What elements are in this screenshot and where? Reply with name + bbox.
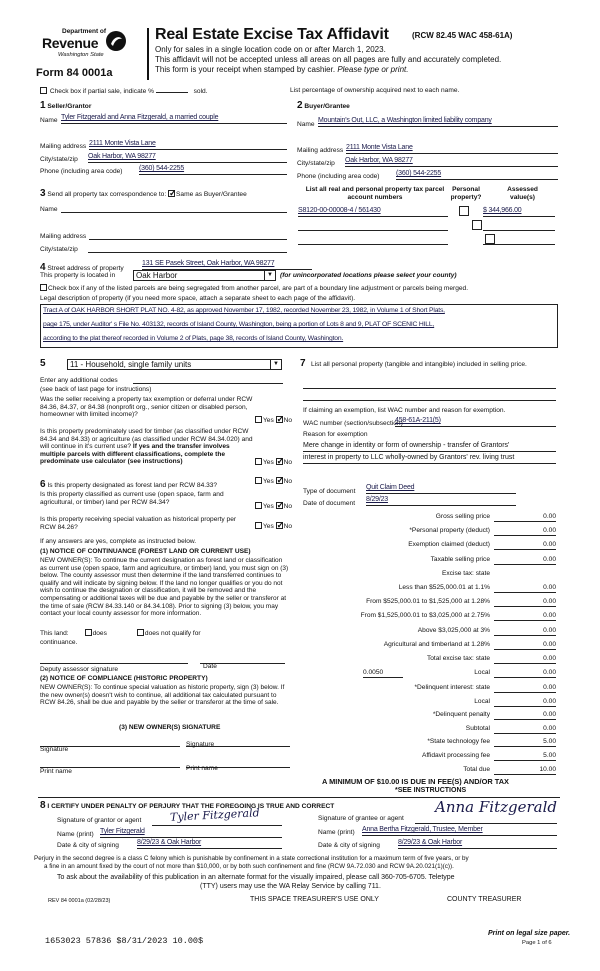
calc2-value-field[interactable]	[494, 752, 556, 761]
calc-value-field[interactable]	[494, 598, 556, 607]
calc-value-field[interactable]	[494, 527, 556, 536]
calc-value: 0.00	[543, 513, 556, 520]
sec6-q2: Is this property classified as current use (open space, farm and agricultural, or timber) land per RCW 84.34?	[40, 491, 224, 506]
reason-line-1: Mere change in identity or form of ownership - transfer of Grantors'	[303, 442, 510, 449]
availability-line-1: To ask about the availability of this publication in an alternate format for the visually impaired, please call 360-705-6705. Teletype	[57, 874, 455, 881]
dept-revenue: Revenue	[42, 35, 99, 51]
use-code-select[interactable]	[67, 359, 282, 370]
parcels-col3: Assessed value(s)	[507, 186, 538, 201]
calc-value-field[interactable]	[494, 627, 556, 636]
seller-heading	[40, 100, 91, 112]
does-not-label: does not qualify for	[144, 630, 201, 637]
sec5-number	[40, 358, 46, 370]
seller-city-label: City/state/zip	[40, 156, 78, 163]
rev-number: REV 84 0001a (02/28/23)	[48, 898, 111, 904]
calc-value: 0.00	[543, 527, 556, 535]
calc-label: Taxable selling price	[430, 555, 490, 563]
header-line3	[155, 65, 408, 75]
buyer-city-value: Oak Harbor, WA 98277	[345, 157, 413, 164]
calc2-value-field[interactable]	[494, 711, 556, 720]
legal-desc-label: Legal description of property (if you need more space, attach a separate sheet to each page of the affidavit).	[40, 295, 356, 302]
calc2-label: Affidavit processing fee	[421, 752, 490, 759]
grantor-print-value: Tyler Fitzgerald	[100, 828, 145, 835]
sec5-q2-text: Is this property predominately used for timber (as classified under RCW 84.34 and 84.33) or agriculture (as classified under RCW 84.34.020) and will continue in it's current use?	[40, 428, 253, 451]
additional-codes-field[interactable]	[133, 374, 283, 384]
buyer-city-label: City/state/zip	[297, 160, 335, 167]
notice2-title: (2) NOTICE OF COMPLIANCE (HISTORIC PROPERTY)	[40, 675, 208, 682]
page-number: Page 1 of 6	[522, 940, 552, 946]
q2-no-checkbox[interactable]	[276, 458, 283, 465]
buyer-city-field[interactable]	[345, 157, 558, 167]
does-label: does	[92, 630, 107, 637]
sec3-mail-field[interactable]	[89, 230, 287, 240]
personal-property-field-2[interactable]	[303, 391, 556, 401]
calc2-row	[303, 766, 556, 776]
sec7-number	[300, 358, 306, 370]
grantee-print-value: Anna Bertha Fitzgerald, Trustee, Member	[362, 826, 483, 833]
minimum-due: A MINIMUM OF $10.00 IS DUE IN FEE(S) AND/OR TAX	[322, 777, 509, 786]
calc2-label: Total due	[463, 765, 490, 773]
calc2-value: 0.00	[543, 697, 556, 705]
sec6-q1	[40, 479, 217, 491]
section-5-number: 5	[40, 358, 46, 369]
calc-row	[303, 584, 556, 594]
seller-heading-label: Seller/Grantor	[47, 103, 92, 110]
calc2-row	[303, 738, 556, 748]
grantor-date-label: Date & city of signing	[57, 842, 119, 849]
calc2-value: 0.00	[543, 711, 556, 719]
additional-codes-label: Enter any additional codes	[40, 377, 118, 384]
calc-label: Total excise tax: state	[426, 655, 490, 662]
calc-value-field[interactable]	[494, 584, 556, 593]
notice1-title: (1) NOTICE OF CONTINUANCE (FOREST LAND OR CURRENT USE)	[40, 548, 251, 555]
q1-no-label: No	[283, 417, 293, 424]
calc2-label: *Delinquent penalty	[432, 711, 490, 719]
calc2-row	[303, 752, 556, 762]
grantee-sig-label: Signature of grantee or agent	[318, 815, 404, 822]
grantee-print-label: Name (print)	[318, 829, 355, 836]
wac-label: WAC number (section/subsection)	[303, 420, 403, 427]
street-field[interactable]	[142, 260, 312, 270]
segregate-label: Check box if any of the listed parcels are being segregated from another parcel, are part of a boundary line adjustment or parcels being merged.	[48, 285, 469, 292]
section-2-number: 2	[297, 100, 303, 111]
seller-name-label: Name	[40, 117, 58, 124]
same-as-buyer-checkbox[interactable]	[168, 190, 175, 197]
calc2-label: Subtotal	[465, 724, 490, 732]
calc2-value-field[interactable]	[494, 766, 556, 775]
seller-mail-value: 2111 Monte Vista Lane	[89, 140, 156, 147]
calc-label: Above $3,025,000 at 3%	[417, 626, 490, 634]
sec3-name-label: Name	[40, 206, 58, 213]
form-citation: (RCW 82.45 WAC 458-61A)	[412, 31, 513, 40]
sec3-heading	[40, 188, 247, 200]
local-rate-value: 0.0050	[363, 669, 384, 676]
grantee-date-field[interactable]	[398, 839, 557, 849]
calc2-label: *State technology fee	[427, 738, 490, 746]
forest-yes-label: Yes	[263, 478, 274, 485]
calc-value: 0.00	[543, 584, 556, 591]
located-label: This property is located in	[40, 272, 116, 279]
buyer-phone-value: (360) 544-2255	[396, 170, 442, 177]
calc-label: Excise tax: state	[441, 569, 490, 577]
historic-yes-checkbox[interactable]	[255, 522, 262, 529]
availability-line-2: (TTY) users may use the WA Relay Service by calling 711.	[200, 883, 381, 890]
county-treasurer: COUNTY TREASURER	[447, 896, 522, 903]
exempt-note: If claiming an exemption, list WAC number and reason for exemption.	[303, 407, 506, 414]
sec6-q3: Is this property receiving special valuation as historical property per RCW 84.26?	[40, 516, 237, 531]
segregate-checkbox[interactable]	[40, 284, 47, 291]
reason-field-2[interactable]	[303, 454, 556, 464]
legal-description-field[interactable]	[40, 304, 558, 348]
owner-print-1-label: Print name	[40, 768, 72, 775]
header-divider	[147, 28, 149, 80]
use-code-value: 11 - Household, single family units	[70, 360, 192, 369]
location-select-value: Oak Harbor	[136, 271, 178, 280]
doc-type-value: Quit Claim Deed	[366, 484, 415, 491]
doc-date-field[interactable]	[366, 496, 516, 506]
owner-signature-2-label: Signature	[186, 741, 215, 748]
does-not-qualify-checkbox[interactable]	[137, 629, 144, 636]
local-label: Local	[474, 669, 490, 676]
buyer-phone-field[interactable]	[396, 170, 558, 180]
q2-yes-label: Yes	[263, 459, 274, 466]
doc-date-label: Date of document	[303, 500, 356, 507]
deputy-date-label: Date	[203, 663, 217, 670]
form-title: Real Estate Excise Tax Affidavit	[155, 26, 389, 43]
owner-signature-1-label: Signature	[40, 746, 69, 753]
calc2-value: 10.00	[539, 765, 556, 773]
deputy-signature-label: Deputy assessor signature	[40, 666, 119, 673]
sec5-q1-answers	[255, 416, 292, 425]
sec5-q2b-text: If yes and the transfer involves multiple parcels with different classifications, complete the predominate use calculator (see instructions)	[40, 443, 230, 466]
perjury-line-1: Perjury in the second degree is a class C felony which is punishable by confinement in a state correctional institution for a maximum term of five years, or by	[34, 855, 469, 862]
wac-value: 458-61A-211(5)	[395, 417, 441, 424]
calc2-row	[303, 684, 556, 694]
parcel-number-1[interactable]	[298, 207, 448, 217]
this-land-row	[40, 629, 201, 638]
section-8-number: 8	[40, 800, 46, 811]
calc2-value-field[interactable]	[494, 684, 556, 693]
legal-line-2: page 175, under Auditor' s File No. 403132, records of Island County, Washington, being a portion of Lots 8 and 9, PLAT OF SCENIC HILL,	[43, 321, 435, 329]
segregate-row	[40, 284, 468, 293]
section-4-number: 4	[40, 262, 46, 273]
local-rate-field[interactable]	[363, 669, 403, 678]
seller-mail-field[interactable]	[89, 140, 287, 150]
calc-label: From $525,000.01 to $1,525,000 at 1.28%	[366, 598, 490, 606]
sec6-q1-text: Is this property designated as forest land per RCW 84.33?	[47, 482, 218, 489]
calc-value-field[interactable]	[494, 641, 556, 650]
partial-percent-field[interactable]	[156, 92, 188, 93]
parcel-number-3[interactable]	[298, 235, 448, 245]
calc2-row	[303, 725, 556, 735]
calc-value: 0.00	[543, 612, 556, 620]
calc-row	[303, 570, 556, 580]
partial-sale-label: Check box if partial sale, indicate %	[49, 88, 154, 95]
partial-sale-checkbox[interactable]	[40, 87, 47, 94]
calc-value: 0.00	[543, 655, 556, 662]
sec3-name-field[interactable]	[61, 203, 287, 213]
personal-property-checkbox-1[interactable]	[459, 206, 469, 216]
seller-name-field[interactable]	[61, 114, 287, 124]
buyer-mail-value: 2111 Monte Vista Lane	[346, 144, 413, 151]
street-value: 131 SE Pasek Street, Oak Harbor, WA 98277	[142, 260, 275, 267]
seller-city-field[interactable]	[88, 153, 287, 163]
sec6-answer-note: If any answers are yes, complete as instructed below.	[40, 538, 197, 545]
calc-label: From $1,525,000.01 to $3,025,000 at 2.75%	[360, 612, 490, 620]
grantor-print-label: Name (print)	[57, 831, 94, 838]
reason-line-2: interest in property to LLC wholly-owned by Grantors' rev. living trust	[303, 454, 515, 461]
historic-no-checkbox[interactable]	[276, 522, 283, 529]
parcels-col1: List all real and personal property tax parcel account numbers	[305, 186, 445, 201]
additional-codes-see: (see back of last page for instructions)	[40, 386, 152, 393]
sec3-mail-label: Mailing address	[40, 233, 87, 240]
assessed-value-2[interactable]	[483, 221, 555, 231]
q2-no-label: No	[283, 459, 293, 466]
continuance-label: continuance.	[40, 639, 78, 646]
buyer-mail-label: Mailing address	[297, 147, 344, 154]
street-label: Street address of property	[47, 265, 124, 272]
forest-yes-checkbox[interactable]	[255, 477, 262, 484]
calc-row	[303, 641, 556, 651]
calc2-value-field[interactable]	[494, 698, 556, 707]
sec6-q3-answers	[255, 522, 292, 531]
list-percentage-note: List percentage of ownership acquired next to each name.	[290, 87, 460, 94]
calc-value: 0.00	[543, 598, 556, 606]
calc2-label: *Delinquent interest: state	[414, 684, 490, 691]
forest-no-label: No	[283, 478, 293, 485]
q1-yes-label: Yes	[263, 417, 274, 424]
treasurer-space: THIS SPACE TREASURER'S USE ONLY	[250, 896, 379, 903]
legal-line-1: Tract A of OAK HARBOR SHORT PLAT NO. 4-82, as approved November 17, 1982, recorded November 23, 1982, in Volume 1 of Short Plats,	[43, 307, 445, 314]
owner-print-2-label: Print name	[186, 765, 218, 772]
legal-line-3: according to the plat thereof recorded in Volume 2 of Plats, page 38, records of Island County, Washington.	[43, 335, 344, 343]
calc-row	[303, 513, 556, 523]
calc2-row	[303, 698, 556, 708]
q1-yes-checkbox[interactable]	[255, 416, 262, 423]
sec5-q2-answers	[255, 458, 292, 467]
perjury-line-2: a fine in an amount fixed by the court of not more than $10,000, or by both such confinement and fine (RCW 9A.72.030 and RCW 9A.20.021(1)(c)).	[44, 863, 454, 870]
calc-row	[303, 612, 556, 622]
does-qualify-checkbox[interactable]	[85, 629, 92, 636]
seller-phone-field[interactable]	[139, 165, 287, 175]
calc-row	[303, 541, 556, 551]
partial-sold-label: sold.	[193, 88, 208, 95]
owner-print-1-field[interactable]	[40, 758, 180, 768]
parcels-col2: Personal property?	[450, 186, 482, 201]
seller-name-value: Tyler Fitzgerald and Anna Fitzgerald, a married couple	[61, 114, 219, 121]
q2-yes-checkbox[interactable]	[255, 458, 262, 465]
sec5-q1: Was the seller receiving a property tax exemption or deferral under RCW 84.36, 84.37, or 84.38 (nonprofit org., senior citizen or disabled person, homeowner with limited income)?	[40, 396, 253, 419]
calc2-row	[303, 711, 556, 721]
located-note: (for unincorporated locations please select your county)	[280, 272, 457, 279]
grantor-signature-field[interactable]	[152, 806, 282, 826]
grantor-date-value: 8/29/23 & Oak Harbor	[137, 839, 202, 846]
seller-phone-label: Phone (including area code)	[40, 168, 123, 175]
section-7-number: 7	[300, 358, 306, 369]
personal-property-checkbox-2[interactable]	[472, 220, 482, 230]
grantee-date-value: 8/29/23 & Oak Harbor	[398, 839, 463, 846]
notice1-body: NEW OWNER(S): To continue the current designation as forest land or classification as current use (open space, farm and agriculture, or timber) land, you must sign on (3) below. The county assessor must then determine if the land transferred continues to qualify and will indicate by signing below. If the land no longer qualifies or you do not wish to continue the designation or classification, it will be removed and the compensating or additional taxes will be due and payable by the seller or transferor at the time of sale (RCW 84.33.140 or 84.34.108). Prior to signing (3) below, you may contact your local county assessor for more information.	[40, 557, 289, 618]
grantor-sig-label: Signature of grantor or agent	[57, 817, 142, 824]
notice2-body: NEW OWNER(S): To continue special valuation as historic property, sign (3) below. If the new owner(s) doesn't wish to continue, all additional tax calculated pursuant to RCW 84.26, shall be due and payable by the seller or transferor at the time of sale.	[40, 684, 285, 707]
header-line3a: This form is your receipt when stamped by cashier.	[155, 65, 336, 74]
current-use-yes-checkbox[interactable]	[255, 502, 262, 509]
see-instructions: *SEE INSTRUCTIONS	[395, 787, 467, 794]
assessed-value-3[interactable]	[483, 235, 555, 245]
sec3-label: Send all property tax correspondence to:	[47, 191, 167, 198]
calc-label: Gross selling price	[435, 513, 490, 520]
seller-mail-label: Mailing address	[40, 143, 87, 150]
seller-phone-value: (360) 544-2255	[139, 165, 185, 172]
chevron-down-icon: ▼	[264, 271, 275, 280]
sec3-city-field[interactable]	[88, 243, 287, 253]
section-3-number: 3	[40, 188, 46, 199]
sec6-q2-answers	[255, 502, 292, 511]
deputy-signature-field[interactable]	[40, 654, 188, 664]
cashier-stamp: 1653023 57836 $8/31/2023 10.00$	[45, 936, 204, 946]
grantee-signature-field[interactable]	[415, 798, 557, 824]
buyer-phone-label: Phone (including area code)	[297, 173, 380, 180]
certify-text: I CERTIFY UNDER PENALTY OF PERJURY THAT THE FOREGOING IS TRUE AND CORRECT	[47, 803, 335, 810]
buyer-name-label: Name	[297, 121, 315, 128]
calc-value-field[interactable]	[494, 655, 556, 664]
current-use-no-checkbox[interactable]	[276, 502, 283, 509]
buyer-heading-label: Buyer/Grantee	[304, 103, 350, 110]
form-number: Form 84 0001a	[36, 67, 113, 79]
reason-label: Reason for exemption	[303, 431, 368, 438]
current-use-yes-label: Yes	[263, 503, 274, 510]
grantor-date-field[interactable]	[137, 839, 282, 849]
assessed-value-1-value: $ 344,966.00	[483, 207, 522, 214]
header-line2: This affidavit will not be accepted unless all areas on all pages are fully and accurately completed.	[155, 55, 502, 64]
calc-value: 0.00	[543, 626, 556, 634]
historic-no-label: No	[283, 523, 293, 530]
calc2-value: 0.00	[543, 724, 556, 732]
partial-sale-row	[40, 87, 208, 96]
same-as-buyer-label: Same as Buyer/Grantee	[176, 191, 247, 198]
calc2-value: 0.00	[543, 684, 556, 691]
historic-yes-label: Yes	[263, 523, 274, 530]
header-line1: Only for sales in a single location code on or after March 1, 2023.	[155, 45, 386, 54]
chevron-down-icon: ▼	[270, 360, 281, 369]
local-tax-row	[303, 669, 556, 679]
calc2-label: Local	[474, 697, 490, 705]
calc-row	[303, 627, 556, 637]
legal-paper-note: Print on legal size paper.	[488, 930, 571, 937]
calc-value-field[interactable]	[494, 541, 556, 550]
sec6-q1-answers	[255, 477, 292, 486]
grantor-print-field[interactable]	[100, 828, 282, 838]
local-value: 0.00	[543, 669, 556, 676]
buyer-mail-field[interactable]	[346, 144, 558, 154]
calc2-value-field[interactable]	[494, 725, 556, 734]
calc-label: Exemption claimed (deduct)	[408, 541, 490, 549]
dept-state: Washington State	[58, 52, 104, 58]
location-select[interactable]	[133, 270, 276, 281]
buyer-name-field[interactable]	[318, 117, 558, 127]
calc2-value: 5.00	[543, 752, 556, 759]
header-line3b: Please type or print.	[337, 65, 409, 74]
grantee-print-field[interactable]	[362, 826, 557, 836]
buyer-heading	[297, 100, 350, 112]
reason-field-1[interactable]	[303, 442, 556, 452]
section-6-number: 6	[40, 479, 46, 490]
parcel-number-2[interactable]	[298, 221, 448, 231]
calc-label: *Personal property (deduct)	[409, 527, 490, 535]
sec7-label: List all personal property (tangible and intangible) included in selling price.	[311, 361, 527, 368]
sec5-q2	[40, 428, 255, 466]
calc-value-field[interactable]	[494, 556, 556, 565]
q1-no-checkbox[interactable]	[276, 416, 283, 423]
section-1-number: 1	[40, 100, 46, 111]
assessed-value-1[interactable]	[483, 207, 555, 217]
current-use-no-label: No	[283, 503, 293, 510]
calc-label: Less than $525,000.01 at 1.1%	[398, 584, 490, 591]
doc-type-field[interactable]	[366, 484, 516, 494]
calc-label: Agricultural and timberland at 1.28%	[383, 640, 490, 648]
personal-property-field-1[interactable]	[303, 379, 556, 389]
parcel-number-1-value: S8120-00-00008-4 / 561430	[298, 207, 381, 214]
calc-row	[303, 598, 556, 608]
calc-value: 0.00	[543, 541, 556, 549]
calc-row	[303, 655, 556, 665]
calc-value-field[interactable]	[494, 513, 556, 522]
grantee-signature-image: Anna Fitzgerald	[435, 798, 557, 816]
calc2-value: 5.00	[543, 738, 556, 746]
sec3-city-label: City/state/zip	[40, 246, 78, 253]
calc-value: 0.00	[543, 640, 556, 648]
calc-value: 0.00	[543, 555, 556, 563]
doc-type-label: Type of document	[303, 488, 356, 495]
logo-swoosh-icon	[105, 30, 127, 55]
dept-of: Department of	[62, 28, 107, 35]
grantor-signature-image: Tyler Fitzgerald	[169, 806, 260, 824]
local-value-field[interactable]	[494, 669, 556, 678]
doc-date-value: 8/29/23	[366, 496, 388, 503]
calc-row	[303, 527, 556, 537]
dor-logo	[42, 28, 134, 72]
grantee-date-label: Date & city of signing	[318, 842, 380, 849]
calc-row	[303, 556, 556, 566]
wac-field[interactable]	[395, 417, 556, 427]
calc-value-field[interactable]	[494, 612, 556, 621]
calc2-value-field[interactable]	[494, 738, 556, 747]
buyer-name-value: Mountain's Out, LLC, a Washington limited liability company	[318, 117, 492, 124]
forest-no-checkbox[interactable]	[276, 477, 283, 484]
notice3-title: (3) NEW OWNER(S) SIGNATURE	[119, 724, 221, 731]
this-land-label: This land:	[40, 630, 69, 637]
seller-city-value: Oak Harbor, WA 98277	[88, 153, 156, 160]
